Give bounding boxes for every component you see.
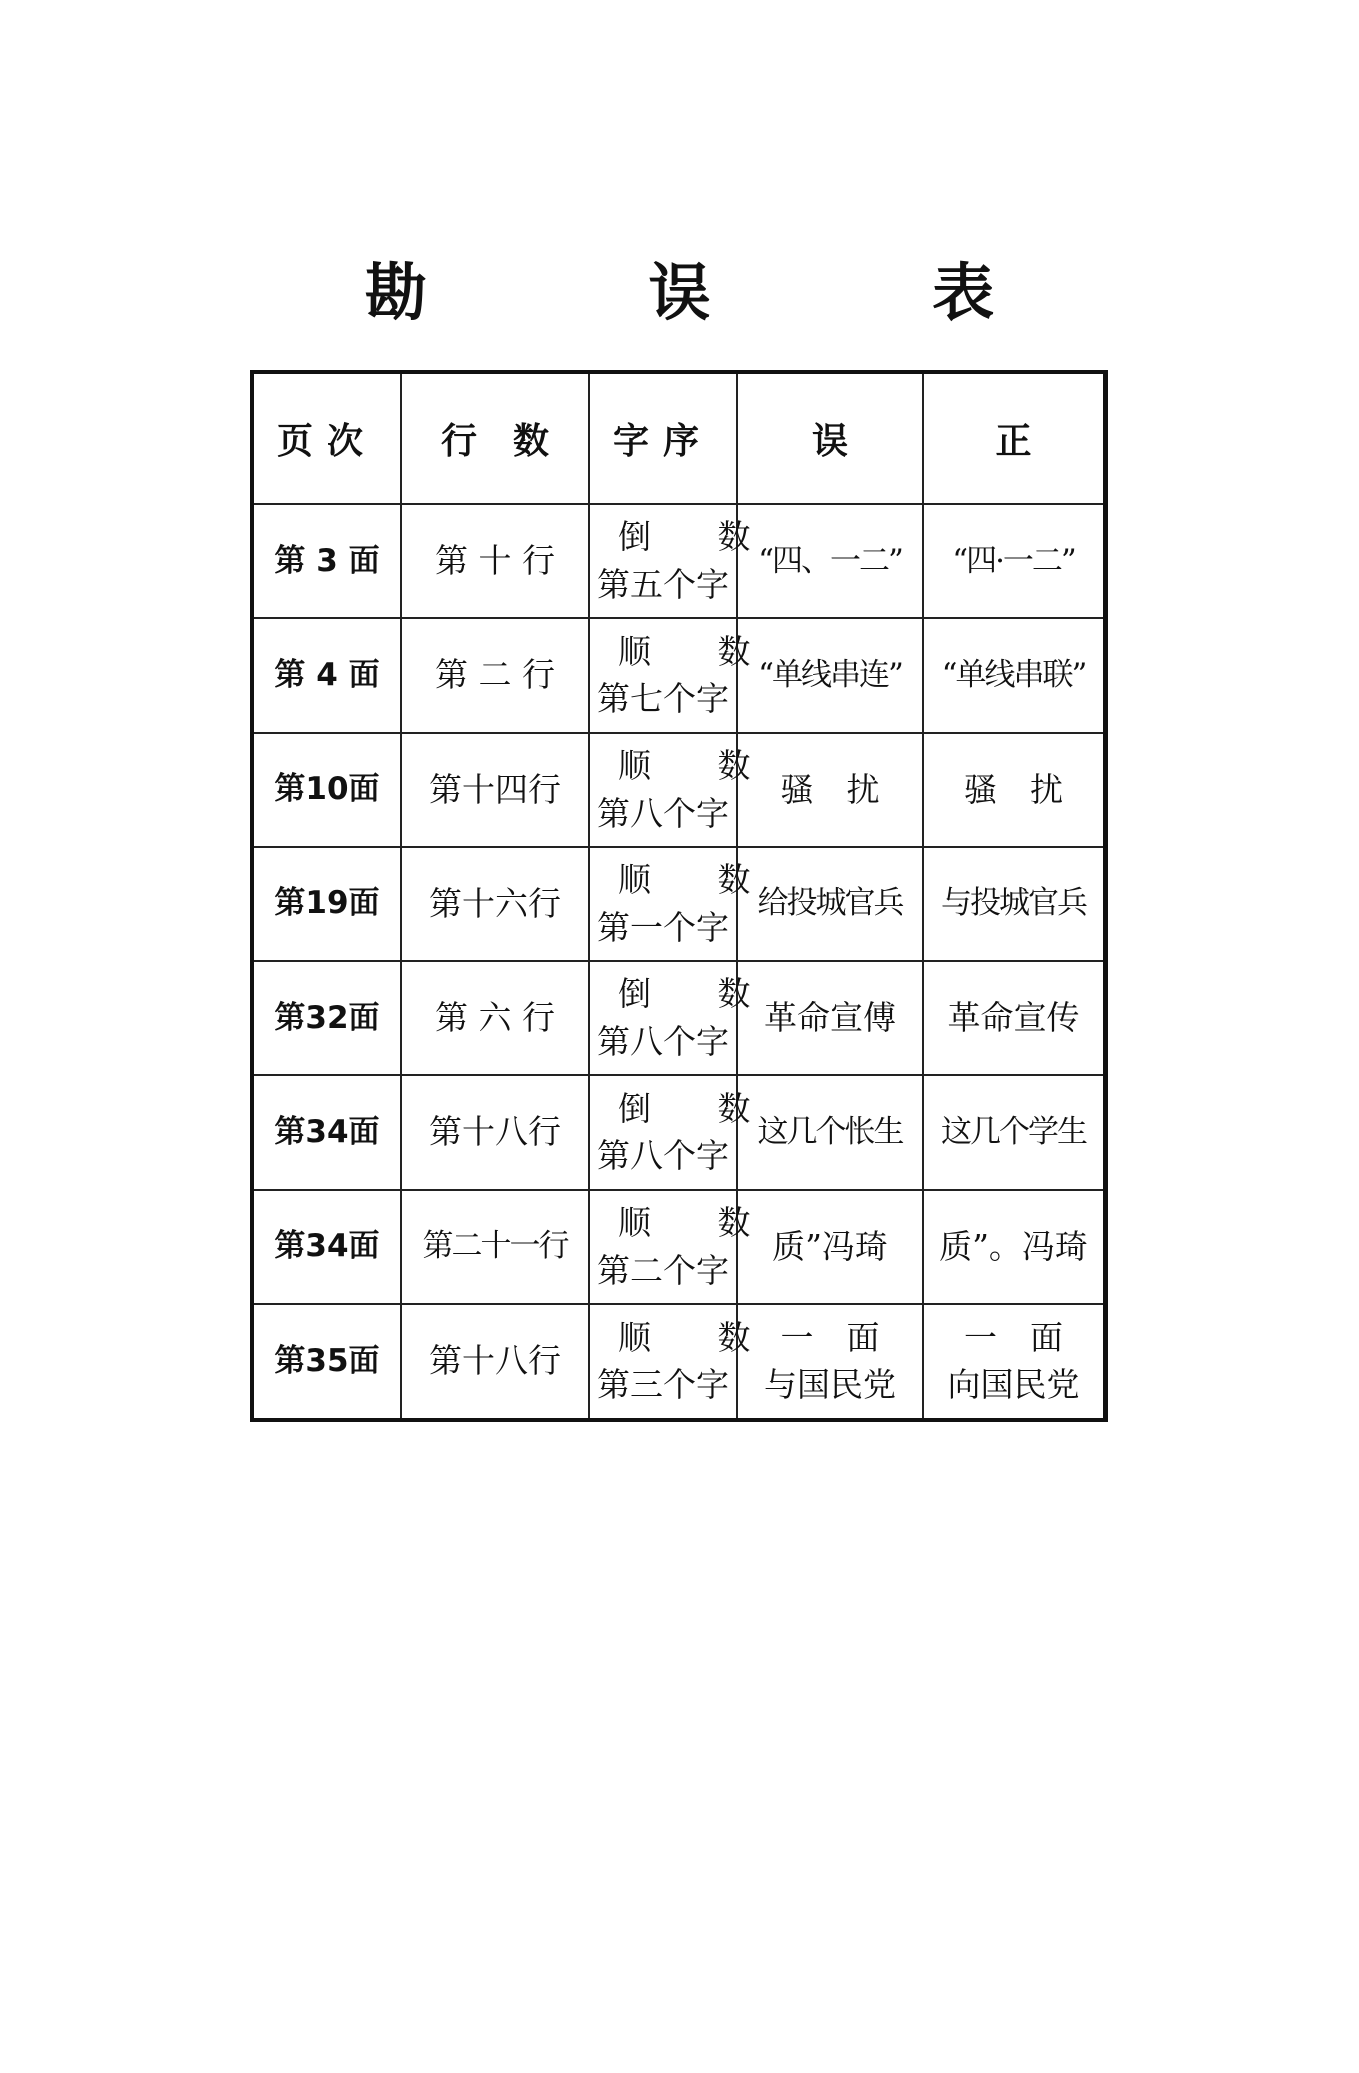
header-row [254,374,1103,504]
table-row [254,1190,1103,1304]
cell-wrong: 革命宣傅 [737,961,923,1075]
header-page: 页次 [254,374,401,504]
errata-table [250,370,1108,1422]
cell-line: 第十八行 [401,1304,589,1418]
header-right: 正 [923,374,1103,504]
table-row [254,504,1103,618]
cell-page: 第19面 [254,847,401,961]
table-row [254,733,1103,847]
cell-right: 这几个学生 [923,1075,1103,1189]
cell-page: 第34面 [254,1190,401,1304]
cell-line: 第十四行 [401,733,589,847]
header-wrong: 误 [737,374,923,504]
cell-right: 与投城官兵 [923,847,1103,961]
cell-right: 质”。冯琦 [923,1190,1103,1304]
cell-line: 第 六 行 [401,961,589,1075]
cell-order: 倒 数 第八个字 [589,961,737,1075]
cell-page: 第 4 面 [254,618,401,732]
cell-line: 第十六行 [401,847,589,961]
table-row [254,961,1103,1075]
table-row [254,618,1103,732]
table-row [254,847,1103,961]
cell-wrong: “四、一二” [737,504,923,618]
cell-line: 第 二 行 [401,618,589,732]
cell-order: 顺 数 第一个字 [589,847,737,961]
cell-wrong: 给投城官兵 [737,847,923,961]
cell-right: 一 面 向国民党 [947,1317,1080,1405]
cell-order: 顺 数 第二个字 [589,1190,737,1304]
cell-order: 顺 数 第八个字 [589,733,737,847]
header-line: 行 数 [401,374,589,504]
header-order: 字序 [589,374,737,504]
cell-line: 第 十 行 [401,504,589,618]
cell-line: 第二十一行 [401,1190,589,1304]
page-title: 勘 误 表 [364,256,1095,329]
cell-wrong: “单线串连” [737,618,923,732]
cell-right: 骚 扰 [923,733,1103,847]
cell-page: 第 3 面 [254,504,401,618]
cell-page: 第34面 [254,1075,401,1189]
cell-page: 第10面 [254,733,401,847]
cell-order: 顺 数 第三个字 [589,1304,737,1418]
cell-wrong: 一 面 与国民党 [737,1304,923,1418]
table-row [254,1304,1103,1418]
cell-page: 第32面 [254,961,401,1075]
cell-order: 倒 数 第八个字 [589,1075,737,1189]
cell-right: “单线串联” [923,618,1103,732]
cell-order: 倒 数 第五个字 [589,504,737,618]
cell-wrong: 质”冯琦 [737,1190,923,1304]
cell-line: 第十八行 [401,1075,589,1189]
cell-page: 第35面 [254,1304,401,1418]
cell-right: 革命宣传 [923,961,1103,1075]
table-row [254,1075,1103,1189]
cell-wrong: 骚 扰 [737,733,923,847]
cell-wrong: 这几个怅生 [737,1075,923,1189]
cell-order: 顺 数 第七个字 [589,618,737,732]
cell-right: “四·一二” [923,504,1103,618]
